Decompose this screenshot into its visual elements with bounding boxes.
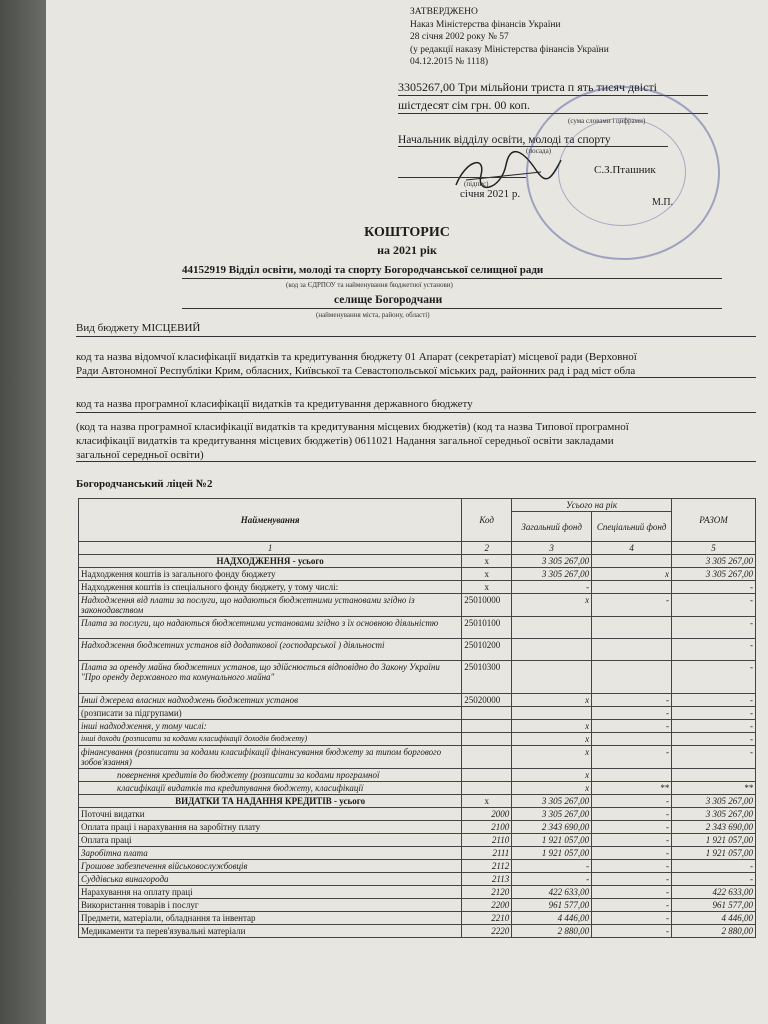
program-local-3: загальної середньої освіти): [76, 449, 204, 461]
row-special-fund: -: [592, 899, 672, 912]
table-row: [79, 746, 756, 769]
col-sum-header: РАЗОМ: [672, 499, 756, 542]
row-code: 2000: [462, 808, 512, 821]
row-total: 2 343 690,00: [672, 821, 756, 834]
row-total: -: [672, 746, 756, 769]
signature-caption: (підпис): [464, 180, 489, 188]
row-general-fund: 4 446,00: [512, 912, 592, 925]
position-text: Начальник відділу освіти, молоді та спорту: [398, 134, 668, 147]
col-number-5: 5: [672, 542, 756, 555]
row-code: 2113: [462, 873, 512, 886]
budget-type: Вид бюджету МІСЦЕВИЙ: [76, 322, 201, 334]
row-code: 2210: [462, 912, 512, 925]
table-row: [79, 834, 756, 847]
row-name: Нарахування на оплату праці: [79, 886, 462, 899]
row-name: Поточні видатки: [79, 808, 462, 821]
row-general-fund: 422 633,00: [512, 886, 592, 899]
row-special-fund: -: [592, 886, 672, 899]
row-name: повернення кредитів до бюджету (розписати за кодами програмної: [79, 769, 462, 782]
row-total: -: [672, 594, 756, 617]
approval-order: Наказ Міністерства фінансів України: [410, 19, 561, 30]
row-special-fund: -: [592, 707, 672, 720]
row-special-fund: -: [592, 795, 672, 808]
table-row: [79, 873, 756, 886]
row-general-fund: 3 305 267,00: [512, 795, 592, 808]
row-general-fund: 3 305 267,00: [512, 568, 592, 581]
row-name: Надходження коштів із спеціального фонду бюджету, у тому числі:: [79, 581, 462, 594]
amount-caption: (сума словами і цифрами): [568, 117, 646, 125]
row-name: класифікації видатків та кредитування бюджету, класифікації: [79, 782, 462, 795]
row-name: інші доходи (розписати за кодами класифікації доходів бюджету): [79, 733, 462, 746]
row-name: (розписати за підгрупами): [79, 707, 462, 720]
program-local-underline: [76, 461, 756, 462]
row-general-fund: 3 305 267,00: [512, 808, 592, 821]
col-special-header: Спеціальний фонд: [592, 512, 672, 542]
row-code: х: [462, 581, 512, 594]
mp-label: М.П.: [652, 197, 674, 208]
row-code: 2110: [462, 834, 512, 847]
program-state: код та назва програмної класифікації видатків та кредитування державного бюджету: [76, 398, 473, 410]
table-row: [79, 581, 756, 594]
table-row: [79, 617, 756, 639]
row-general-fund: 961 577,00: [512, 899, 592, 912]
row-name: інші надходження, у тому числі:: [79, 720, 462, 733]
row-name: Медикаменти та перев'язувальні матеріали: [79, 925, 462, 938]
row-general-fund: х: [512, 782, 592, 795]
program-local-2: класифікації видатків та кредитування місцевих бюджетів) 0611021 Надання загальної середньої освіти закладами: [76, 435, 614, 447]
table-row: [79, 720, 756, 733]
row-code: х: [462, 568, 512, 581]
table-row: [79, 555, 756, 568]
row-special-fund: [592, 617, 672, 639]
row-name: Надходження від плати за послуги, що надаються бюджетними установами згідно із законодавством: [79, 594, 462, 617]
approval-heading: ЗАТВЕРДЖЕНО: [410, 7, 478, 17]
row-name: Плата за оренду майна бюджетних установ, що здійснюється відповідно до Закону України "Про оренду державного та комунального майна": [79, 661, 462, 694]
row-special-fund: -: [592, 594, 672, 617]
table-row: [79, 847, 756, 860]
row-total: -: [672, 661, 756, 694]
row-total: -: [672, 873, 756, 886]
row-name: Оплата праці: [79, 834, 462, 847]
row-name: Плата за послуги, що надаються бюджетними установами згідно з їх основною діяльністю: [79, 617, 462, 639]
row-general-fund: 1 921 057,00: [512, 847, 592, 860]
row-general-fund: 2 880,00: [512, 925, 592, 938]
row-special-fund: [592, 581, 672, 594]
row-name: Суддівська винагорода: [79, 873, 462, 886]
row-code: х: [462, 555, 512, 568]
row-total: 3 305 267,00: [672, 568, 756, 581]
col-number-2: 2: [462, 542, 512, 555]
col-number-1: 1: [79, 542, 462, 555]
row-name: Надходження бюджетних установ від додаткової (господарської ) діяльності: [79, 639, 462, 661]
row-special-fund: [592, 639, 672, 661]
background-edge: [0, 0, 46, 1024]
table-row: [79, 639, 756, 661]
row-code: 2220: [462, 925, 512, 938]
row-general-fund: -: [512, 581, 592, 594]
row-special-fund: -: [592, 808, 672, 821]
row-total: -: [672, 639, 756, 661]
approval-edition-date: 04.12.2015 № 1118): [410, 57, 489, 67]
row-name: Використання товарів і послуг: [79, 899, 462, 912]
place-caption: (найменування міста, району, області): [316, 311, 430, 319]
row-special-fund: [592, 555, 672, 568]
row-general-fund: х: [512, 694, 592, 707]
table-row: [79, 594, 756, 617]
col-name-header: Найменування: [79, 499, 462, 542]
row-total: -: [672, 581, 756, 594]
amount-words-1: 3305267,00 Три мільйони триста п ять тисяч двісті: [398, 80, 708, 96]
row-special-fund: [592, 661, 672, 694]
row-general-fund: -: [512, 873, 592, 886]
row-general-fund: х: [512, 720, 592, 733]
table-row: [79, 694, 756, 707]
row-code: 25020000: [462, 694, 512, 707]
row-total: 3 305 267,00: [672, 555, 756, 568]
signer-name: С.З.Пташник: [594, 164, 656, 176]
row-code: 25010200: [462, 639, 512, 661]
col-code-header: Код: [462, 499, 512, 542]
row-total: 961 577,00: [672, 899, 756, 912]
row-name: Надходження коштів із загального фонду бюджету: [79, 568, 462, 581]
row-special-fund: [592, 733, 672, 746]
budget-type-underline: [76, 336, 756, 337]
institution-name: Богородчанський ліцей №2: [76, 478, 213, 490]
row-code: 2200: [462, 899, 512, 912]
row-total: -: [672, 617, 756, 639]
document-title: КОШТОРИС: [364, 225, 450, 240]
row-special-fund: **: [592, 782, 672, 795]
approval-date-signed: січня 2021 р.: [460, 188, 521, 200]
row-total: 3 305 267,00: [672, 795, 756, 808]
col-general-header: Загальний фонд: [512, 512, 592, 542]
row-total: 4 446,00: [672, 912, 756, 925]
program-local-1: (код та назва програмної класифікації видатків та кредитування місцевих бюджетів) (код та назва Типової програмної: [76, 421, 629, 433]
organization-name: 44152919 Відділ освіти, молоді та спорту Богородчанської селищної ради: [182, 264, 544, 276]
table-row: [79, 886, 756, 899]
row-code: 25010300: [462, 661, 512, 694]
row-special-fund: -: [592, 912, 672, 925]
row-general-fund: 1 921 057,00: [512, 834, 592, 847]
row-total: [672, 769, 756, 782]
row-name: Заробітна плата: [79, 847, 462, 860]
row-code: 2111: [462, 847, 512, 860]
table-row: [79, 782, 756, 795]
row-total: -: [672, 707, 756, 720]
row-code: [462, 769, 512, 782]
row-code: 2120: [462, 886, 512, 899]
estimate-table: [78, 498, 756, 938]
row-code: [462, 720, 512, 733]
row-name: ВИДАТКИ ТА НАДАННЯ КРЕДИТІВ - усього: [79, 795, 462, 808]
row-special-fund: -: [592, 720, 672, 733]
row-special-fund: -: [592, 746, 672, 769]
row-total: -: [672, 694, 756, 707]
row-total: -: [672, 720, 756, 733]
row-name: НАДХОДЖЕННЯ - усього: [79, 555, 462, 568]
row-name: Оплата праці і нарахування на заробітну плату: [79, 821, 462, 834]
row-general-fund: [512, 617, 592, 639]
table-row: [79, 568, 756, 581]
row-code: 25010100: [462, 617, 512, 639]
table-row: [79, 912, 756, 925]
table-row: [79, 769, 756, 782]
row-code: [462, 733, 512, 746]
table-row: [79, 661, 756, 694]
table-row: [79, 821, 756, 834]
row-total: 422 633,00: [672, 886, 756, 899]
table-row: [79, 707, 756, 720]
organization-caption: (код за ЄДРПОУ та найменування бюджетної установи): [286, 281, 453, 289]
row-general-fund: х: [512, 746, 592, 769]
place-underline: [182, 308, 722, 309]
department-line-2: Ради Автономної Республіки Крим, обласних, Київської та Севастопольської міських рад, районних рад і рад міст обла: [76, 365, 636, 377]
row-special-fund: [592, 769, 672, 782]
table-row: [79, 795, 756, 808]
program-local: [76, 420, 629, 462]
row-general-fund: -: [512, 860, 592, 873]
row-total: **: [672, 782, 756, 795]
row-code: [462, 707, 512, 720]
row-special-fund: -: [592, 847, 672, 860]
position-caption: (посада): [526, 147, 552, 155]
row-general-fund: х: [512, 733, 592, 746]
table-row: [79, 808, 756, 821]
row-general-fund: 2 343 690,00: [512, 821, 592, 834]
amount-words-2: шістдесят сім грн. 00 коп.: [398, 98, 708, 114]
row-name: Інші джерела власних надходжень бюджетних установ: [79, 694, 462, 707]
row-total: 3 305 267,00: [672, 808, 756, 821]
row-code: [462, 746, 512, 769]
row-special-fund: -: [592, 873, 672, 886]
department-line-1: код та назва відомчої класифікації видатків та кредитування бюджету 01 Апарат (секретаріат) місцевої ради (Верховної: [76, 351, 637, 363]
approval-date: 28 січня 2002 року № 57: [410, 32, 509, 42]
org-underline: [182, 278, 722, 279]
row-code: [462, 782, 512, 795]
row-general-fund: х: [512, 594, 592, 617]
row-code: 25010000: [462, 594, 512, 617]
row-name: Грошове забезпечення військовослужбовців: [79, 860, 462, 873]
row-general-fund: [512, 707, 592, 720]
row-code: 2112: [462, 860, 512, 873]
department-underline: [76, 377, 756, 378]
table-row: [79, 925, 756, 938]
row-total: -: [672, 733, 756, 746]
table-row: [79, 733, 756, 746]
row-general-fund: [512, 639, 592, 661]
department-classification: [76, 350, 637, 378]
table-row: [79, 860, 756, 873]
row-special-fund: -: [592, 694, 672, 707]
program-state-underline: [76, 412, 756, 413]
document-sheet: [46, 0, 768, 1024]
place-name: селище Богородчани: [334, 294, 443, 306]
approval-edition: (у редакції наказу Міністерства фінансів України: [410, 44, 609, 55]
row-general-fund: [512, 661, 592, 694]
row-general-fund: х: [512, 769, 592, 782]
row-special-fund: -: [592, 834, 672, 847]
row-total: 1 921 057,00: [672, 834, 756, 847]
row-special-fund: -: [592, 821, 672, 834]
row-total: -: [672, 860, 756, 873]
row-special-fund: -: [592, 860, 672, 873]
document-year: на 2021 рік: [377, 243, 437, 257]
approval-block: [410, 6, 609, 69]
col-number-4: 4: [592, 542, 672, 555]
row-general-fund: 3 305 267,00: [512, 555, 592, 568]
table-row: [79, 899, 756, 912]
col-number-3: 3: [512, 542, 592, 555]
row-total: 1 921 057,00: [672, 847, 756, 860]
row-name: Предмети, матеріали, обладнання та інвентар: [79, 912, 462, 925]
row-name: фінансування (розписати за кодами класифікації фінансування бюджету за типом боргового зобов'язання): [79, 746, 462, 769]
row-special-fund: -: [592, 925, 672, 938]
row-code: 2100: [462, 821, 512, 834]
col-total-year-header: Усього на рік: [512, 499, 672, 512]
row-code: х: [462, 795, 512, 808]
signature-line: [398, 177, 526, 178]
row-total: 2 880,00: [672, 925, 756, 938]
row-special-fund: х: [592, 568, 672, 581]
